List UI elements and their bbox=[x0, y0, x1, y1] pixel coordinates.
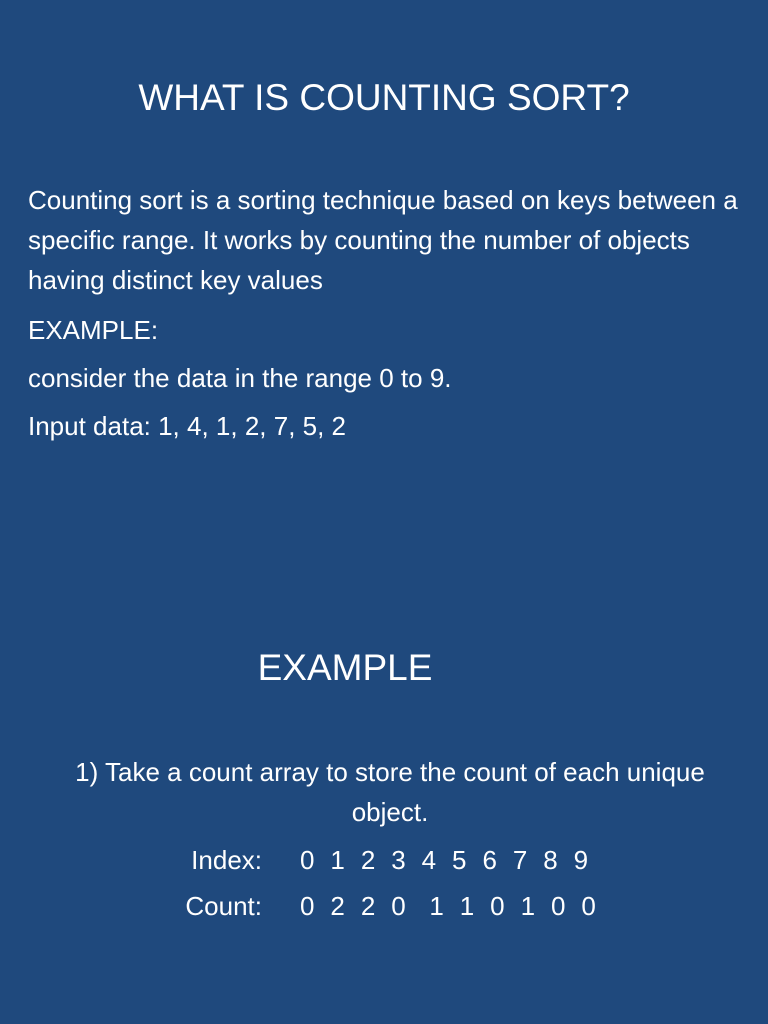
example-label: EXAMPLE: bbox=[28, 315, 159, 345]
step-1-text: 1) Take a count array to store the count of each unique object. bbox=[75, 757, 705, 827]
slide-title: WHAT IS COUNTING SORT? bbox=[138, 77, 630, 118]
count-values: 0 2 2 0 1 1 0 1 0 0 bbox=[300, 891, 597, 921]
count-row bbox=[0, 886, 768, 926]
index-values: 0 1 2 3 4 5 6 7 8 9 bbox=[300, 845, 589, 875]
slide-example bbox=[0, 512, 768, 1024]
input-data-text: Input data: 1, 4, 1, 2, 7, 5, 2 bbox=[28, 411, 347, 441]
definition-text: Counting sort is a sorting technique based on keys between a specific range. It works by counting the number of objects having distinct key values bbox=[28, 185, 738, 295]
slide-title: EXAMPLE bbox=[257, 647, 433, 688]
range-text: consider the data in the range 0 to 9. bbox=[28, 363, 452, 393]
index-label: Index: bbox=[191, 845, 262, 875]
count-label: Count: bbox=[185, 891, 262, 921]
slide-body bbox=[28, 180, 740, 454]
index-row bbox=[0, 840, 768, 880]
